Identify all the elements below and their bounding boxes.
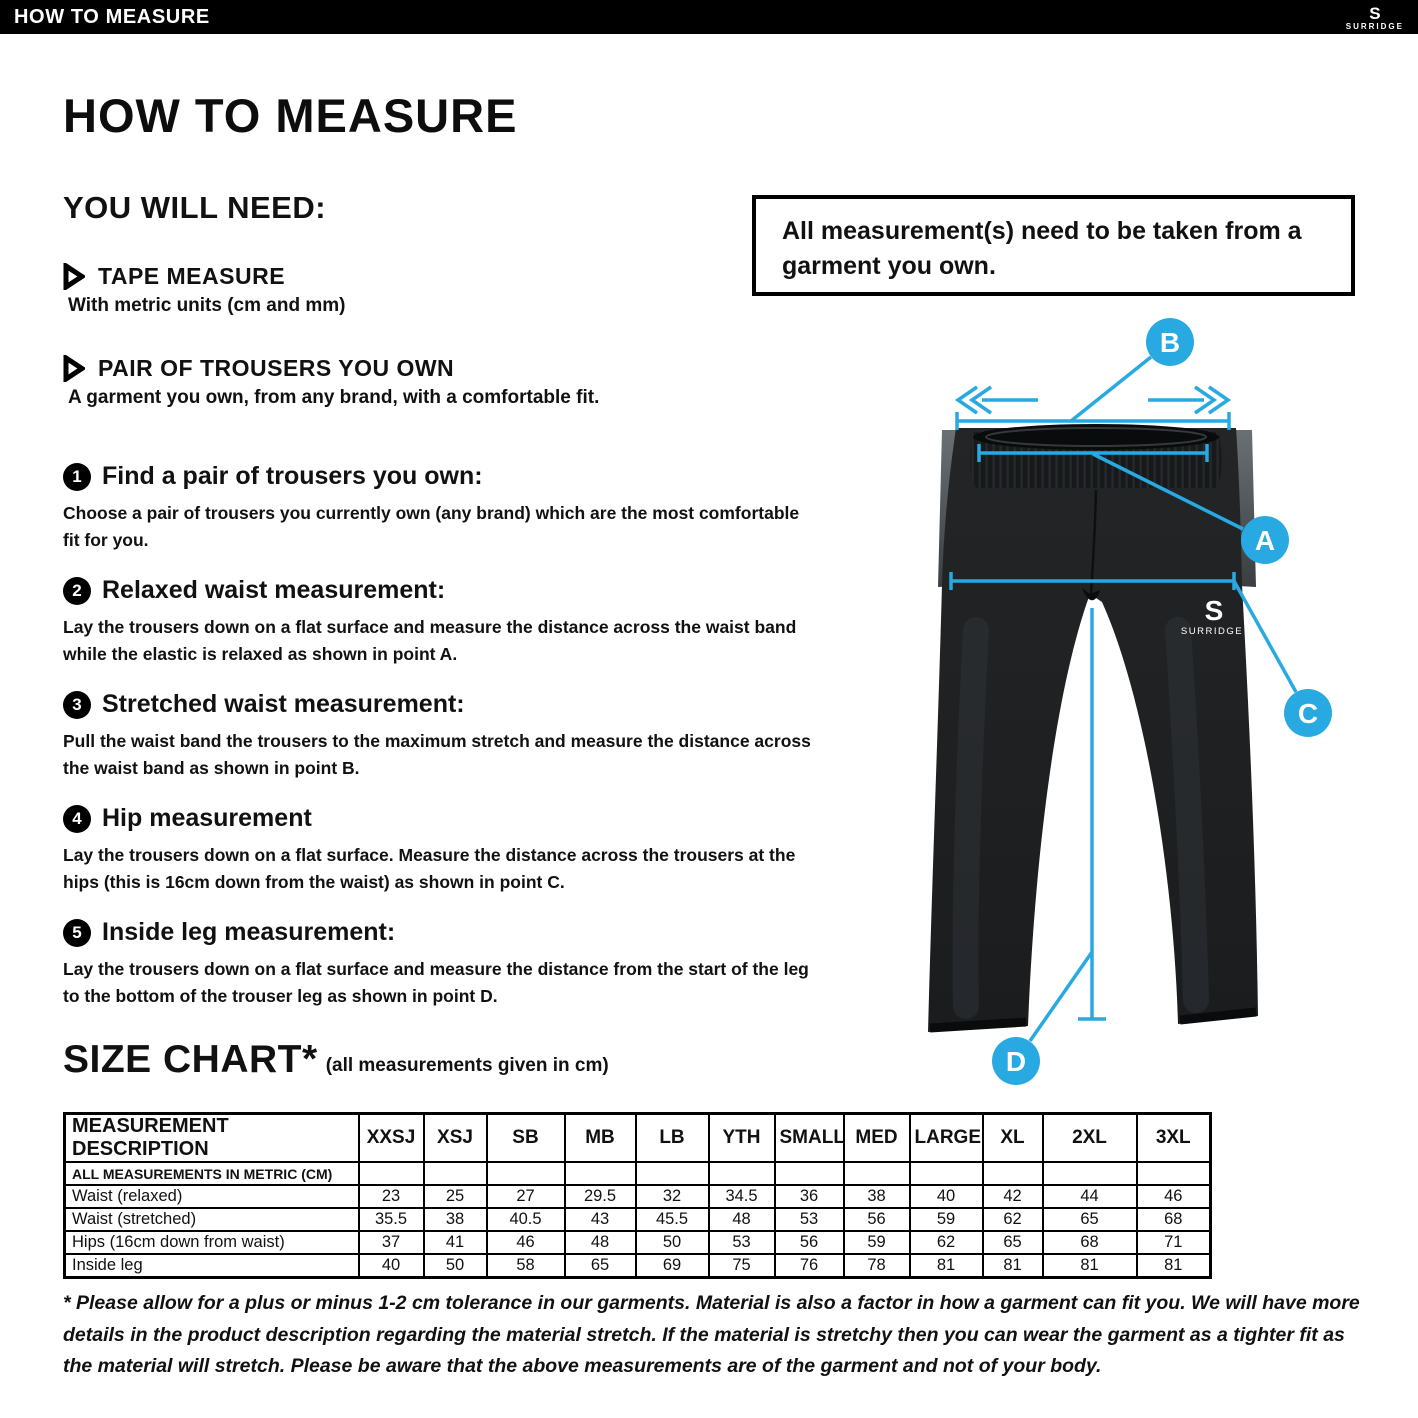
cell-value: 81 — [983, 1254, 1043, 1277]
size-chart-heading-row — [63, 1038, 609, 1082]
cell-value: 75 — [709, 1254, 775, 1277]
cell-value: 50 — [424, 1254, 487, 1277]
cell-value: 41 — [424, 1231, 487, 1254]
cell-value: 40 — [910, 1185, 983, 1208]
empty-cell — [636, 1162, 709, 1185]
trousers-diagram — [878, 300, 1400, 1100]
cell-value: 43 — [565, 1208, 636, 1231]
cell-value: 62 — [910, 1231, 983, 1254]
label-c-text: C — [1297, 698, 1319, 729]
step-body: Lay the trousers down on a flat surface. Measure the distance across the trousers at the hips (this is 16cm down from the waist) as shown in point C. — [63, 845, 796, 893]
cell-value: 65 — [565, 1254, 636, 1277]
empty-cell — [983, 1162, 1043, 1185]
cell-value: 46 — [487, 1231, 565, 1254]
cell-value: 38 — [424, 1208, 487, 1231]
you-will-need-heading: YOU WILL NEED: — [63, 190, 327, 225]
empty-cell — [565, 1162, 636, 1185]
column-header: MB — [565, 1114, 636, 1163]
empty-cell — [910, 1162, 983, 1185]
size-chart-title: SIZE CHART* — [63, 1038, 318, 1081]
column-header: MED — [844, 1114, 910, 1163]
need-item-title: PAIR OF TROUSERS YOU OWN — [98, 355, 455, 381]
step-1 — [63, 462, 823, 554]
column-header: SB — [487, 1114, 565, 1163]
surridge-s-icon: S — [1369, 4, 1381, 23]
cell-value: 37 — [359, 1231, 424, 1254]
step-2 — [63, 576, 823, 668]
cell-value: 25 — [424, 1185, 487, 1208]
row-label: Inside leg — [65, 1254, 359, 1277]
cell-value: 71 — [1137, 1231, 1211, 1254]
page-title: HOW TO MEASURE — [63, 89, 518, 142]
row-label: Waist (stretched) — [65, 1208, 359, 1231]
cell-value: 59 — [844, 1231, 910, 1254]
column-header: LB — [636, 1114, 709, 1163]
surridge-wordmark: SURRIDGE — [1345, 22, 1404, 31]
step-title: Stretched waist measurement: — [102, 690, 465, 718]
step-body: Pull the waist band the trousers to the maximum stretch and measure the distance across the waist band as shown in point B. — [63, 731, 811, 779]
surridge-logo — [1346, 3, 1404, 31]
need-item-description: With metric units (cm and mm) — [68, 295, 346, 316]
cell-value: 48 — [709, 1208, 775, 1231]
cell-value: 45.5 — [636, 1208, 709, 1231]
need-item-tape-measure — [63, 263, 345, 317]
cell-value: 38 — [844, 1185, 910, 1208]
empty-cell — [424, 1162, 487, 1185]
table-row — [65, 1231, 1211, 1254]
cell-value: 27 — [487, 1185, 565, 1208]
cell-value: 58 — [487, 1254, 565, 1277]
column-header: LARGE — [910, 1114, 983, 1163]
table-row — [65, 1185, 1211, 1208]
step-3 — [63, 690, 823, 782]
cell-value: 81 — [1043, 1254, 1137, 1277]
step-5 — [63, 918, 823, 1010]
cell-value: 53 — [709, 1231, 775, 1254]
need-item-trousers — [63, 355, 599, 409]
step-title: Relaxed waist measurement: — [102, 576, 446, 604]
label-b-text: B — [1159, 327, 1181, 358]
garment-logo-s-icon: S — [1204, 595, 1224, 626]
cell-value: 40.5 — [487, 1208, 565, 1231]
cell-value: 53 — [775, 1208, 844, 1231]
cell-value: 40 — [359, 1254, 424, 1277]
callout-box — [752, 195, 1355, 296]
row-label: Waist (relaxed) — [65, 1185, 359, 1208]
empty-cell — [1043, 1162, 1137, 1185]
empty-cell — [844, 1162, 910, 1185]
cell-value: 34.5 — [709, 1185, 775, 1208]
label-a-text: A — [1254, 525, 1276, 556]
column-header: 3XL — [1137, 1114, 1211, 1163]
column-header: XL — [983, 1114, 1043, 1163]
cell-value: 81 — [910, 1254, 983, 1277]
table-row — [65, 1254, 1211, 1277]
column-header: 2XL — [1043, 1114, 1137, 1163]
step-title: Inside leg measurement: — [102, 918, 396, 946]
cell-value: 23 — [359, 1185, 424, 1208]
cell-value: 65 — [1043, 1208, 1137, 1231]
leader-line-b — [1071, 357, 1151, 421]
empty-cell — [775, 1162, 844, 1185]
cell-value: 32 — [636, 1185, 709, 1208]
need-item-title-row — [63, 263, 345, 290]
top-bar — [0, 0, 1418, 34]
cell-value: 35.5 — [359, 1208, 424, 1231]
cell-value: 48 — [565, 1231, 636, 1254]
left-hem — [930, 1022, 1026, 1028]
size-chart-subtitle: (all measurements given in cm) — [325, 1055, 609, 1076]
empty-cell — [1137, 1162, 1211, 1185]
table-meta-row — [65, 1162, 1211, 1185]
garment-logo-wordmark: SURRIDGE — [1180, 626, 1244, 637]
topbar-title: HOW TO MEASURE — [14, 5, 210, 28]
step-body: Lay the trousers down on a flat surface and measure the distance from the start of the leg to the bottom of the trouser leg as shown in point D. — [63, 959, 809, 1007]
left-leg-highlight — [965, 630, 976, 1006]
cell-value: 36 — [775, 1185, 844, 1208]
step-number-badge: 1 — [63, 463, 91, 491]
step-title: Find a pair of trousers you own: — [102, 462, 483, 490]
column-header: XSJ — [424, 1114, 487, 1163]
leader-line-d — [1030, 952, 1092, 1041]
need-item-title-row — [63, 355, 599, 382]
cell-value: 46 — [1137, 1185, 1211, 1208]
row-label: Hips (16cm down from waist) — [65, 1231, 359, 1254]
empty-cell — [487, 1162, 565, 1185]
step-number-badge: 3 — [63, 691, 91, 719]
column-header: MEASUREMENT DESCRIPTION — [65, 1114, 359, 1163]
need-item-description: A garment you own, from any brand, with a comfortable fit. — [68, 387, 600, 408]
cell-value: 62 — [983, 1208, 1043, 1231]
cell-value: 69 — [636, 1254, 709, 1277]
meta-label: ALL MEASUREMENTS IN METRIC (CM) — [65, 1162, 359, 1185]
step-number-badge: 2 — [63, 577, 91, 605]
empty-cell — [359, 1162, 424, 1185]
cell-value: 56 — [775, 1231, 844, 1254]
triangle-bullet-icon — [63, 355, 85, 382]
cell-value: 81 — [1137, 1254, 1211, 1277]
cell-value: 50 — [636, 1231, 709, 1254]
column-header: SMALL — [775, 1114, 844, 1163]
cell-value: 65 — [983, 1231, 1043, 1254]
label-d-text: D — [1005, 1046, 1027, 1077]
cell-value: 76 — [775, 1254, 844, 1277]
cell-value: 29.5 — [565, 1185, 636, 1208]
cell-value: 42 — [983, 1185, 1043, 1208]
step-body: Choose a pair of trousers you currently own (any brand) which are the most comfortable fit for you. — [63, 503, 800, 551]
table-header-row — [65, 1114, 1211, 1163]
callout-text: All measurement(s) need to be taken from a garment you own. — [782, 217, 1302, 280]
step-body: Lay the trousers down on a flat surface and measure the distance across the waist band while the elastic is relaxed as shown in point A. — [63, 617, 797, 665]
column-header: XXSJ — [359, 1114, 424, 1163]
empty-cell — [709, 1162, 775, 1185]
cell-value: 78 — [844, 1254, 910, 1277]
step-4 — [63, 804, 823, 896]
cell-value: 68 — [1043, 1231, 1137, 1254]
step-title: Hip measurement — [102, 804, 312, 832]
triangle-bullet-icon — [63, 263, 85, 290]
table-row — [65, 1208, 1211, 1231]
cell-value: 59 — [910, 1208, 983, 1231]
trousers-illustration — [878, 300, 1400, 1100]
tolerance-footnote: * Please allow for a plus or minus 1-2 cm tolerance in our garments. Material is also a factor in how a garment can fit you. We will have more details in the product description regarding the material stretch. If the material is stretchy then you can wear the garment as a tighter fit as the material will stretch. Please be aware that the above measurements are of the garment and not of your body. — [63, 1292, 1360, 1378]
step-number-badge: 5 — [63, 919, 91, 947]
column-header: YTH — [709, 1114, 775, 1163]
cell-value: 44 — [1043, 1185, 1137, 1208]
cell-value: 56 — [844, 1208, 910, 1231]
size-chart-table — [63, 1112, 1212, 1279]
cell-value: 68 — [1137, 1208, 1211, 1231]
step-number-badge: 4 — [63, 805, 91, 833]
need-item-title: TAPE MEASURE — [98, 263, 286, 289]
